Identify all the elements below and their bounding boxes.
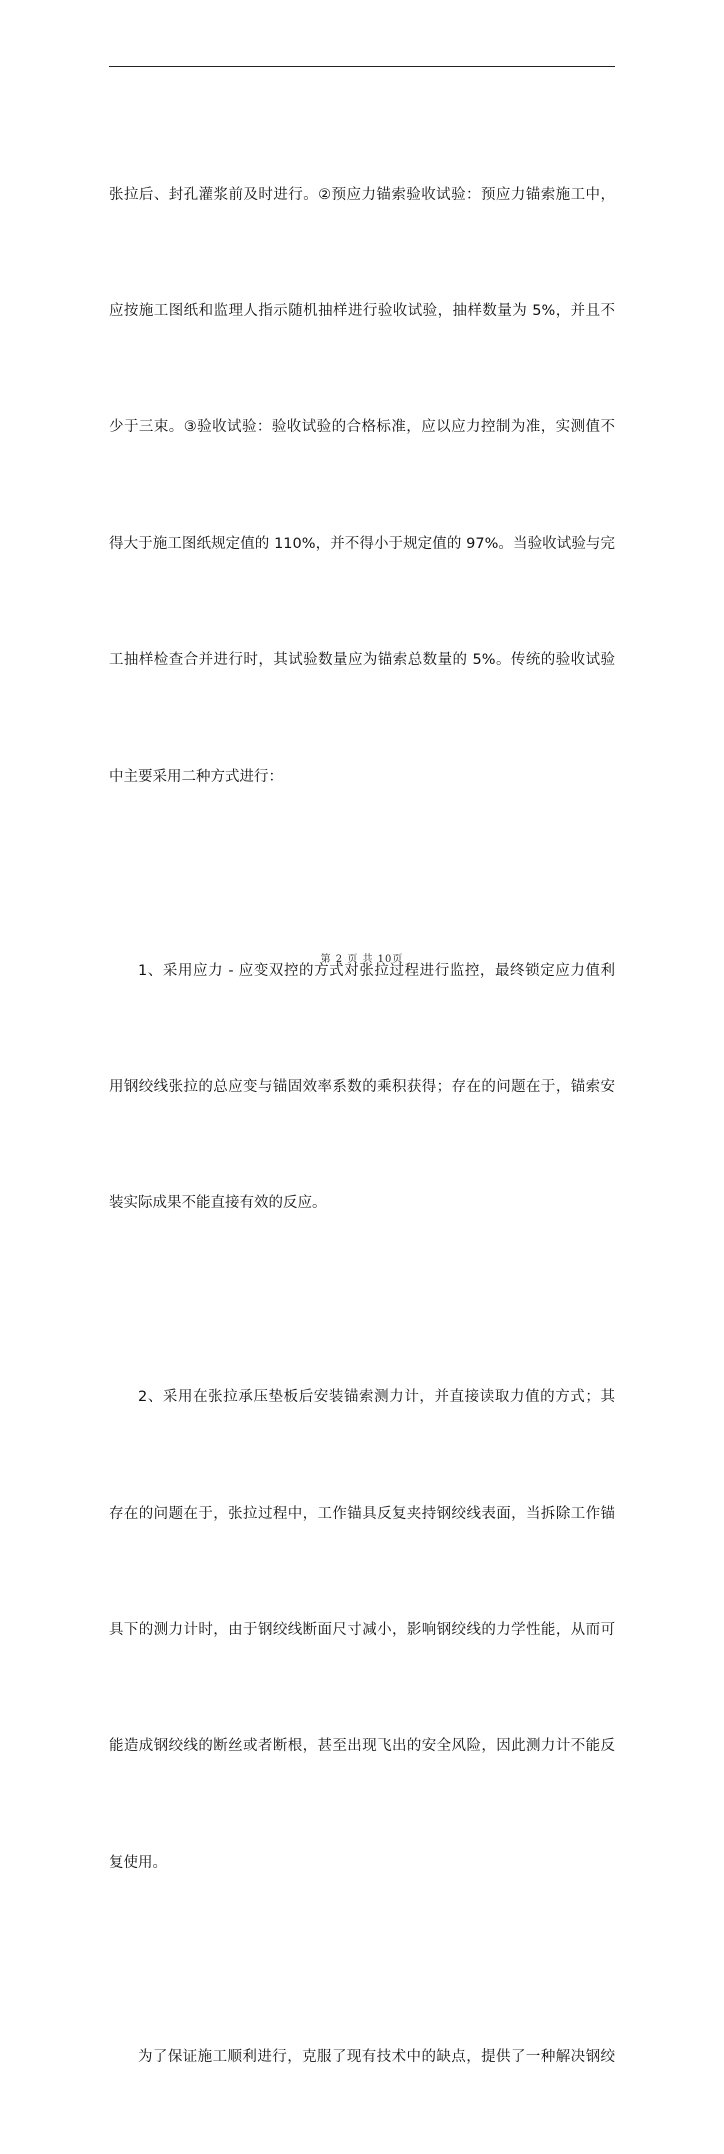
paragraph-1: [109, 98, 615, 874]
text-line: 为了保证施工顺利进行，克服了现有技术中的缺点，提供了一种解决钢绞: [138, 2048, 615, 2065]
text-line: 工抽样检查合并进行时，其试验数量应为锚索总数量的 5%。传统的验收试验: [109, 652, 615, 669]
text-line: 存在的问题在于，张拉过程中，工作锚具反复夹持钢绞线表面，当拆除工作锚: [109, 1505, 615, 1522]
header-rule: [109, 66, 615, 67]
paragraph-3: [109, 1301, 615, 1961]
text-line: 张拉后、封孔灌浆前及时进行。②预应力锚索验收试验：预应力锚索施工中，: [109, 186, 615, 203]
paragraph-4: [109, 1960, 615, 2154]
text-line: 能造成钢绞线的断丝或者断根，甚至出现飞出的安全风险，因此测力计不能反: [109, 1738, 615, 1755]
page-number-footer: 第 2 页 共 10页: [320, 954, 404, 965]
text-line: 得大于施工图纸规定值的 110%，并不得小于规定值的 97%。当验收试验与完: [109, 535, 615, 552]
text-line: 2、采用在张拉承压垫板后安装锚索测力计，并直接读取力值的方式；其: [138, 1389, 615, 1406]
text-line: 1、采用应力 - 应变双控的方式对张拉过程进行监控，最终锁定应力值利: [138, 962, 615, 979]
text-line: 应按施工图纸和监理人指示随机抽样进行验收试验，抽样数量为 5%，并且不: [109, 302, 615, 319]
text-line: 少于三束。③验收试验：验收试验的合格标准，应以应力控制为准，实测值不: [109, 419, 615, 436]
text-line: 装实际成果不能直接有效的反应。: [109, 1195, 327, 1212]
paragraph-2: [109, 874, 615, 1301]
text-line: 中主要采用二种方式进行：: [109, 768, 283, 785]
text-line: 用钢绞线张拉的总应变与锚固效率系数的乘积获得；存在的问题在于，锚索安: [109, 1078, 615, 1095]
document-body: [109, 98, 615, 2154]
text-line: 具下的测力计时，由于钢绞线断面尺寸减小，影响钢绞线的力学性能，从而可: [109, 1622, 615, 1639]
text-line: 复使用。: [109, 1854, 167, 1871]
